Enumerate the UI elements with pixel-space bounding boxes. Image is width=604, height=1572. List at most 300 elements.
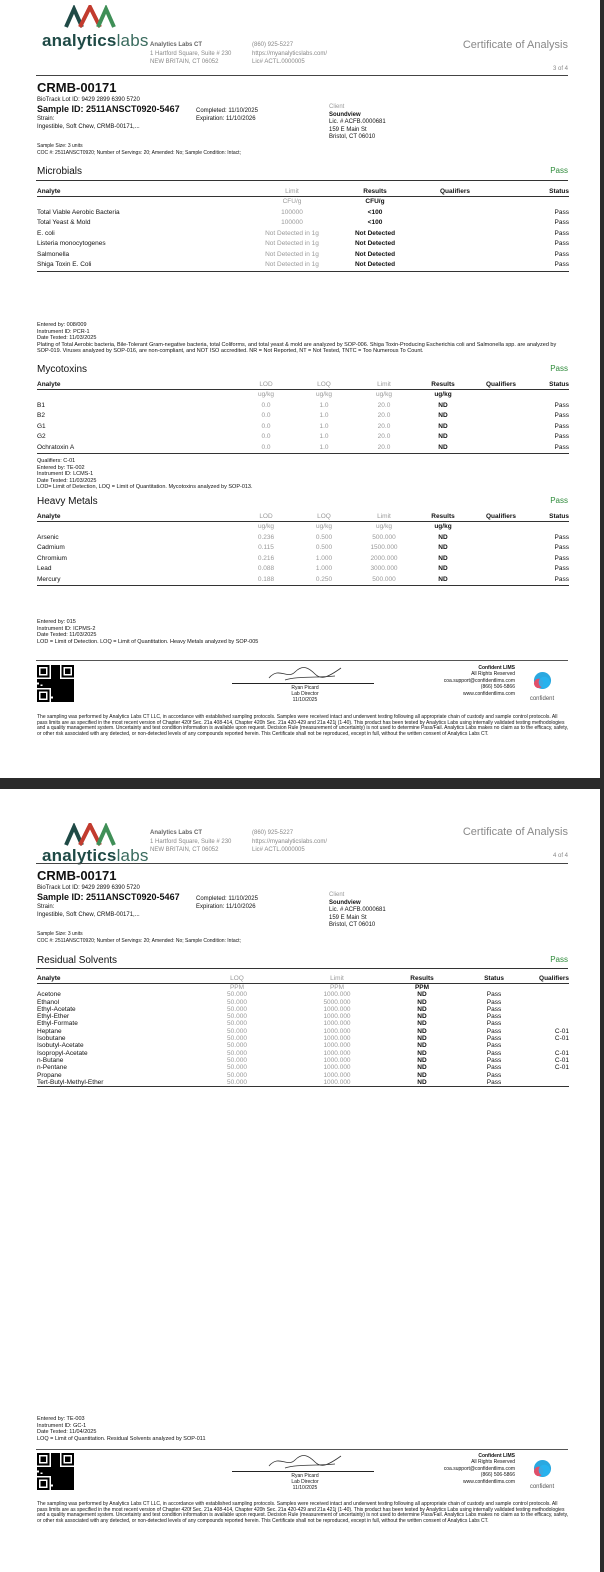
table-cell <box>413 260 497 271</box>
table-cell: 50.000 <box>227 1056 247 1064</box>
table-cell: ND <box>438 544 448 551</box>
table-cell: Ethyl-Acetate <box>37 1005 76 1013</box>
unit-cell: CFU/g <box>365 198 385 205</box>
table-cell: Pass <box>486 1042 502 1050</box>
analytics-labs-logo-icon <box>64 5 116 29</box>
table-cell: Arsenic <box>37 533 59 541</box>
col-header: Analyte <box>37 187 247 197</box>
confident-logo-icon <box>533 671 552 690</box>
table-cell: 50.000 <box>227 1049 247 1057</box>
logo-wordmark: analyticslabs <box>42 31 149 50</box>
col-header: Limit <box>353 512 415 522</box>
table-cell: Pass <box>486 1049 502 1057</box>
table-cell: ND <box>438 565 448 572</box>
table-cell: 1.000 <box>315 554 333 562</box>
table-cell <box>471 533 531 544</box>
table-row <box>37 250 569 261</box>
table-cell: 0.115 <box>258 544 274 551</box>
table-cell: 1000.000 <box>323 1027 351 1035</box>
table-cell: ND <box>387 1079 457 1087</box>
table-cell: 50.000 <box>227 991 247 999</box>
table-cell: Pass <box>554 533 569 541</box>
col-header: Qualifiers <box>413 187 497 197</box>
table-cell: 1.000 <box>315 565 333 572</box>
table-cell: Mercury <box>37 575 237 586</box>
table-cell: Not Detected in 1g <box>265 250 319 258</box>
table-cell: B1 <box>37 401 45 409</box>
table-row <box>37 554 569 565</box>
table-row <box>37 443 569 454</box>
table-cell: Shiga Toxin E. Coli <box>37 260 247 271</box>
table-cell <box>531 991 569 998</box>
table-cell: Isobutyl-Acetate <box>37 1042 84 1050</box>
table-cell: 1.0 <box>319 412 329 419</box>
col-header: Status <box>531 512 569 522</box>
qr-code-icon <box>37 665 74 702</box>
table-cell: C-01 <box>554 1056 569 1064</box>
col-header: Qualifiers <box>471 380 531 390</box>
table-cell: Acetone <box>37 991 61 999</box>
table-cell: 20.0 <box>377 433 391 440</box>
table-cell: Pass <box>554 412 569 419</box>
table-cell <box>531 1013 569 1020</box>
unit-cell: CFU/g <box>282 198 302 205</box>
table-cell: 50.000 <box>187 1079 287 1087</box>
table-cell: Pass <box>554 401 569 409</box>
table-cell: Pass <box>531 575 569 586</box>
table-cell: Not Detected in 1g <box>265 229 319 237</box>
table-cell: Ethyl-Ether <box>37 1013 70 1021</box>
microbials-status: Pass <box>550 166 568 175</box>
table-cell: G2 <box>37 433 46 440</box>
table-cell: 1500.000 <box>370 544 398 551</box>
col-header: LOD <box>237 380 295 390</box>
microbials-table <box>37 187 569 272</box>
sample-size: Sample Size: 3 units COC #: 2511ANSCT0920; Number of Servings: 20; Amended: No; Sample Condition: Intact; <box>37 143 241 156</box>
table-cell <box>471 554 531 565</box>
table-cell <box>471 443 531 454</box>
table-cell: Lead <box>37 565 52 572</box>
table-cell: Pass <box>486 1071 502 1079</box>
table-cell: C-01 <box>554 1049 569 1057</box>
table-cell: ND <box>417 991 427 999</box>
table-cell: Pass <box>486 1027 502 1035</box>
table-cell: Isopropyl-Acetate <box>37 1049 88 1057</box>
unit-cell: ug/kg <box>376 391 392 398</box>
client-info: Client Soundview Lic. # ACFB.0000681 159 E Main St Bristol, CT 06010 <box>329 104 386 140</box>
col-header: Analyte <box>37 512 237 522</box>
batch-id: CRMB-00171 <box>37 80 117 95</box>
table-row <box>37 260 569 271</box>
table-cell: 0.0 <box>237 443 295 454</box>
table-cell: ND <box>438 433 448 440</box>
table-row <box>37 1057 569 1064</box>
table-cell: 1000.000 <box>323 1071 351 1079</box>
qr-code-icon <box>37 1453 74 1490</box>
table-cell: 0.088 <box>257 565 275 572</box>
table-cell: 0.500 <box>315 544 333 551</box>
table-cell: 50.000 <box>227 1035 247 1043</box>
col-header: Results <box>415 512 471 522</box>
table-cell: 20.0 <box>377 422 391 430</box>
table-cell: Pass <box>554 229 569 237</box>
confident-logo: confident <box>525 1459 559 1490</box>
table-cell <box>413 250 497 261</box>
unit-cell: ug/kg <box>434 523 452 530</box>
table-cell: 500.000 <box>372 533 396 541</box>
table-cell <box>413 229 497 240</box>
table-cell: Not Detected <box>354 250 396 258</box>
table-cell: Pass <box>486 1056 502 1064</box>
table-row <box>37 411 569 422</box>
table-cell <box>471 564 531 575</box>
table-cell: 1000.000 <box>287 1079 387 1087</box>
table-cell: 0.188 <box>237 575 295 586</box>
table-cell: ND <box>417 1064 427 1072</box>
table-cell: 1000.000 <box>323 1005 351 1013</box>
unit-cell: ug/kg <box>258 391 274 398</box>
table-cell: Pass <box>486 1020 502 1028</box>
table-cell: Pass <box>486 991 502 999</box>
lab-contact: (860) 925-5227 https://myanalyticslabs.com/ Lic# ACTL.0000005 <box>252 830 328 853</box>
table-cell: ND <box>417 1056 427 1064</box>
table-cell: 500.000 <box>353 575 415 586</box>
document-title: Certificate of Analysis <box>462 39 568 51</box>
table-cell: 0.500 <box>315 533 333 541</box>
lab-info: Analytics Labs CT 1 Hartford Square, Suite # 230 NEW BRITAIN, CT 06052 <box>150 42 232 65</box>
table-cell <box>531 1042 569 1049</box>
table-cell: 50.000 <box>227 1005 247 1013</box>
table-cell: Pass <box>486 1013 502 1021</box>
table-cell: Cadmium <box>37 544 65 551</box>
table-row <box>37 999 569 1006</box>
col-header: LOD <box>237 512 295 522</box>
client-info: Client Soundview Lic. # ACFB.0000681 159 E Main St Bristol, CT 06010 <box>329 892 386 928</box>
table-cell: 1000.000 <box>323 1064 351 1072</box>
table-row <box>37 422 569 433</box>
unit-cell: ug/kg <box>376 523 392 530</box>
table-cell: 5000.000 <box>323 998 351 1006</box>
table-row <box>37 575 569 586</box>
table-cell: C-01 <box>554 1027 569 1035</box>
document-title: Certificate of Analysis <box>462 826 568 838</box>
table-cell: ND <box>417 1027 427 1035</box>
table-cell: ND <box>417 1005 427 1013</box>
table-cell: Pass <box>554 250 569 258</box>
table-cell <box>531 1079 569 1087</box>
table-cell: n-Pentane <box>37 1064 67 1072</box>
table-row <box>37 1020 569 1027</box>
table-cell: Pass <box>457 1079 531 1087</box>
table-cell: Chromium <box>37 554 67 562</box>
col-header: Status <box>531 380 569 390</box>
coa-page-3 <box>0 0 600 778</box>
microbials-title: Microbials <box>37 166 83 177</box>
table-row <box>37 432 569 443</box>
confident-logo-icon <box>533 1459 552 1478</box>
table-cell: Propane <box>37 1071 62 1079</box>
col-header: LOQ <box>295 380 353 390</box>
table-cell: ND <box>438 554 448 562</box>
col-header: Limit <box>353 380 415 390</box>
table-cell <box>471 575 531 586</box>
table-cell: Pass <box>554 208 569 216</box>
residual-solvents-status: Pass <box>550 955 568 964</box>
signature-line <box>232 683 374 684</box>
table-row <box>37 1013 569 1020</box>
table-cell: Pass <box>486 1005 502 1013</box>
col-header: LOQ <box>295 512 353 522</box>
table-cell: Pass <box>554 422 569 430</box>
table-row <box>37 229 569 240</box>
batch-id: CRMB-00171 <box>37 868 117 883</box>
unit-cell: ug/kg <box>434 391 452 398</box>
table-cell: ND <box>438 401 448 409</box>
table-cell: 1.0 <box>319 433 329 440</box>
table-cell: Pass <box>554 544 569 551</box>
table-cell: C-01 <box>554 1035 569 1043</box>
table-row <box>37 1035 569 1042</box>
table-cell: 1.0 <box>319 401 329 409</box>
table-cell: 1000.000 <box>323 1056 351 1064</box>
table-cell <box>471 411 531 422</box>
footer-divider <box>36 660 568 661</box>
table-cell: 50.000 <box>227 1064 247 1072</box>
unit-cell: PPM <box>187 984 287 992</box>
table-cell: 0.0 <box>261 401 271 409</box>
signature-icon <box>265 1452 345 1472</box>
table-row <box>37 1028 569 1035</box>
col-header: Limit <box>330 975 344 982</box>
table-cell: 50.000 <box>227 1013 247 1021</box>
residual-solvents-title: Residual Solvents <box>37 955 118 966</box>
table-cell: ND <box>438 533 448 541</box>
table-cell: Not Detected <box>354 229 396 237</box>
table-cell: 50.000 <box>227 1027 247 1035</box>
table-cell <box>531 999 569 1006</box>
table-cell <box>471 401 531 412</box>
biotrack-lot: BioTrack Lot ID: 9429 2899 6390 5720 <box>37 97 140 103</box>
unit-cell: ug/kg <box>258 523 274 530</box>
table-cell: 1000.000 <box>323 991 351 999</box>
table-cell: Heptane <box>37 1027 62 1035</box>
table-row <box>37 1072 569 1079</box>
table-row <box>37 533 569 544</box>
table-cell: ND <box>417 1042 427 1050</box>
table-cell: 0.216 <box>257 554 275 562</box>
lab-contact: (860) 925-5227 https://myanalyticslabs.com/ Lic# ACTL.0000005 <box>252 42 328 65</box>
table-cell: Ethanol <box>37 998 60 1006</box>
table-cell: Pass <box>486 1035 502 1043</box>
table-cell: 20.0 <box>377 401 391 409</box>
table-cell: 0.0 <box>261 422 271 430</box>
table-cell: Pass <box>486 998 502 1006</box>
table-cell: 1.0 <box>319 422 329 430</box>
table-cell <box>531 1072 569 1079</box>
table-cell: Ethyl-Formate <box>37 1020 78 1028</box>
table-row <box>37 401 569 412</box>
table-cell: 0.250 <box>295 575 353 586</box>
table-row <box>37 1042 569 1049</box>
table-cell <box>413 239 497 250</box>
table-cell: Not Detected in 1g <box>247 260 337 271</box>
table-cell: Total Viable Aerobic Bacteria <box>37 208 120 216</box>
col-header: Analyte <box>37 380 237 390</box>
heavy-metals-table <box>37 512 569 586</box>
table-cell: 50.000 <box>227 998 247 1006</box>
unit-cell: PPM <box>387 984 457 992</box>
table-cell: Pass <box>554 433 569 440</box>
table-cell: ND <box>417 1035 427 1043</box>
col-header: Results <box>337 187 413 197</box>
sample-id: Sample ID: 2511ANSCT0920-5467 <box>37 892 180 902</box>
table-row <box>37 1006 569 1013</box>
sample-size: Sample Size: 3 units COC #: 2511ANSCT0920; Number of Servings: 20; Amended: No; Sample Condition: Intact; <box>37 931 241 944</box>
table-cell: <100 <box>367 219 383 226</box>
signature-icon <box>265 664 345 684</box>
table-cell: 100000 <box>281 208 303 216</box>
table-cell: Not Detected <box>337 260 413 271</box>
table-cell: 2000.000 <box>370 554 398 562</box>
table-cell: Not Detected in 1g <box>265 240 319 247</box>
mycotoxins-table <box>37 380 569 454</box>
table-cell: Total Yeast & Mold <box>37 219 91 226</box>
col-header: Results <box>415 380 471 390</box>
table-cell: 50.000 <box>227 1020 247 1028</box>
table-cell: Listeria monocytogenes <box>37 240 106 247</box>
col-header: Analyte <box>37 975 61 982</box>
sample-dates: Completed: 11/10/2025 Expiration: 11/10/2026 <box>196 896 258 910</box>
table-cell: 50.000 <box>227 1071 247 1079</box>
lims-info: Confident LIMS All Rights Reserved coa.support@confidentlims.com (866) 506-5866 www.confidentlims.com <box>443 1453 515 1485</box>
table-cell <box>413 208 497 219</box>
table-row <box>37 1079 569 1087</box>
mycotoxins-title: Mycotoxins <box>37 364 88 375</box>
table-row <box>37 1050 569 1057</box>
table-cell <box>413 218 497 229</box>
sample-id: Sample ID: 2511ANSCT0920-5467 <box>37 104 180 114</box>
table-cell: Pass <box>497 260 569 271</box>
microbials-notes: Entered by: 008/009 Instrument ID: PCR-1 Date Tested: 11/03/2025 Plating of Total Aerobic bacteria, Bile-Tolerant Gram-negative bacteria, total Coliforms, and total yeast & mold are analyzed by SOP-006. Shiga Toxin-Producing Escherichia coli and Salmonella spp. are analyzed by SOP-019. Viruses analyzed by SOP-016, are non-compliant, and NOT ISO accredited. NR = Not Reported, NT = Not Tested, TNTC = Too Numerous To Count. <box>37 322 557 354</box>
lab-info: Analytics Labs CT 1 Hartford Square, Suite # 230 NEW BRITAIN, CT 06052 <box>150 830 232 853</box>
heavy-metals-notes: Entered by: 015 Instrument ID: ICPMS-2 Date Tested: 11/03/2025 LOD = Limit of Detection. LOQ = Limit of Quantitation. Heavy Metals analyzed by SOP-005 <box>37 619 259 645</box>
sample-strain: Strain: Ingestible, Soft Chew, CRMB-00171,... <box>37 116 140 130</box>
table-cell: Salmonella <box>37 250 70 258</box>
table-cell: 1000.000 <box>323 1020 351 1028</box>
residual-solvents-notes: Entered by: TE-003 Instrument ID: GC-1 Date Tested: 11/04/2025 LOQ = Limit of Quantitation. Residual Solvents analyzed by SOP-011 <box>37 1416 206 1442</box>
table-cell: 1000.000 <box>323 1042 351 1050</box>
sample-strain: Strain: Ingestible, Soft Chew, CRMB-00171,... <box>37 904 140 918</box>
header-divider <box>36 863 568 864</box>
table-cell <box>471 422 531 433</box>
table-cell: ND <box>417 1020 427 1028</box>
table-cell: 50.000 <box>227 1042 247 1050</box>
table-cell: Not Detected <box>354 240 396 247</box>
table-cell: Pass <box>554 565 569 572</box>
table-cell: 3000.000 <box>370 565 398 572</box>
table-cell: ND <box>438 422 448 430</box>
table-cell: E. coli <box>37 229 55 237</box>
col-header: Qualifiers <box>471 512 531 522</box>
table-cell: 0.0 <box>261 433 271 440</box>
table-cell: Tert-Butyl-Methyl-Ether <box>37 1079 187 1087</box>
table-cell: 0.236 <box>257 533 275 541</box>
signer-block: Ryan Picard Lab Director 11/10/2025 <box>291 1473 319 1491</box>
table-cell: 100000 <box>281 219 303 226</box>
col-header: Qualifiers <box>539 975 569 982</box>
table-cell: Pass <box>554 219 569 226</box>
table-cell: 1000.000 <box>323 1013 351 1021</box>
table-cell: Ochratoxin A <box>37 443 237 454</box>
table-cell: ND <box>415 575 471 586</box>
mycotoxins-status: Pass <box>550 364 568 373</box>
table-cell: ND <box>417 1049 427 1057</box>
section-divider <box>36 180 568 181</box>
unit-cell: PPM <box>287 984 387 992</box>
heavy-metals-title: Heavy Metals <box>37 496 98 507</box>
table-cell: 20.0 <box>377 412 391 419</box>
table-row <box>37 543 569 554</box>
biotrack-lot: BioTrack Lot ID: 9429 2899 6390 5720 <box>37 885 140 891</box>
table-cell: Pass <box>554 554 569 562</box>
table-cell: 1000.000 <box>323 1049 351 1057</box>
table-cell: ND <box>417 1013 427 1021</box>
table-cell: Pass <box>531 443 569 454</box>
table-cell: 0.0 <box>261 412 271 419</box>
col-header: LOQ <box>230 975 244 982</box>
table-cell: <100 <box>367 208 383 216</box>
col-header: Status <box>484 975 504 982</box>
sample-dates: Completed: 11/10/2025 Expiration: 11/10/2026 <box>196 108 258 122</box>
table-cell <box>471 543 531 554</box>
col-header: Limit <box>247 187 337 197</box>
table-cell <box>471 432 531 443</box>
page-number: 3 of 4 <box>552 66 568 72</box>
residual-solvents-table <box>37 975 569 1087</box>
header-divider <box>36 75 568 76</box>
confident-logo: confident <box>525 671 559 702</box>
logo-wordmark: analyticslabs <box>42 846 149 865</box>
mycotoxins-notes: Qualifiers: C-01 Entered by: TE-002 Instrument ID: LCMS-1 Date Tested: 11/03/2025 LOD= Limit of Detection, LOQ = Limit of Quantitation. Mycotoxins analyzed by SOP-013. <box>37 458 253 490</box>
table-cell <box>531 1006 569 1013</box>
table-cell: ND <box>417 998 427 1006</box>
table-cell: Isobutane <box>37 1035 66 1043</box>
table-cell: C-01 <box>554 1064 569 1072</box>
table-cell: 20.0 <box>353 443 415 454</box>
coa-page-4 <box>0 789 600 1572</box>
unit-cell: ug/kg <box>316 523 332 530</box>
table-cell: Pass <box>486 1064 502 1072</box>
table-row <box>37 1064 569 1071</box>
table-row <box>37 208 569 219</box>
lims-info: Confident LIMS All Rights Reserved coa.support@confidentlims.com (866) 506-5866 www.confidentlims.com <box>443 665 515 697</box>
table-cell: ND <box>438 412 448 419</box>
page-number: 4 of 4 <box>552 853 568 859</box>
table-row <box>37 991 569 998</box>
table-cell: G1 <box>37 422 46 430</box>
table-cell: 1.0 <box>295 443 353 454</box>
table-cell: ND <box>415 443 471 454</box>
signer-block: Ryan Picard Lab Director 11/10/2025 <box>291 685 319 703</box>
col-header: Status <box>497 187 569 197</box>
table-cell: ND <box>417 1071 427 1079</box>
disclaimer: The sampling was performed by Analytics Labs CT LLC, in accordance with established sampling protocols. Samples were received intact and underwent testing following all appropriate chain of custody and sample control protocols. All pass limits are as specified in the most recent version of Chapter 420f Sec. 21a 408-414, Chapter 420h Sec. 21a 420-429 and 21a 421j (1-40). This product has been tested by Analytics Labs using internally validated testing methodologies and a quality management system. Uncertainty and test condition information is available upon request. Decision Rule (measurement of uncertainty) is not used to determine Pass/Fail. Analytics Labs makes no claim as to the efficacy, safety, or other risk associated with any detected, or non-detected levels of any compounds reported herein. This Certificate shall not be reproduced, except in full, without the written consent of Analytics Labs CT. <box>37 714 569 738</box>
footer-divider <box>36 1449 568 1450</box>
table-row <box>37 239 569 250</box>
table-cell: n-Butane <box>37 1056 64 1064</box>
analytics-labs-logo-icon <box>64 823 116 847</box>
section-divider <box>36 968 568 969</box>
